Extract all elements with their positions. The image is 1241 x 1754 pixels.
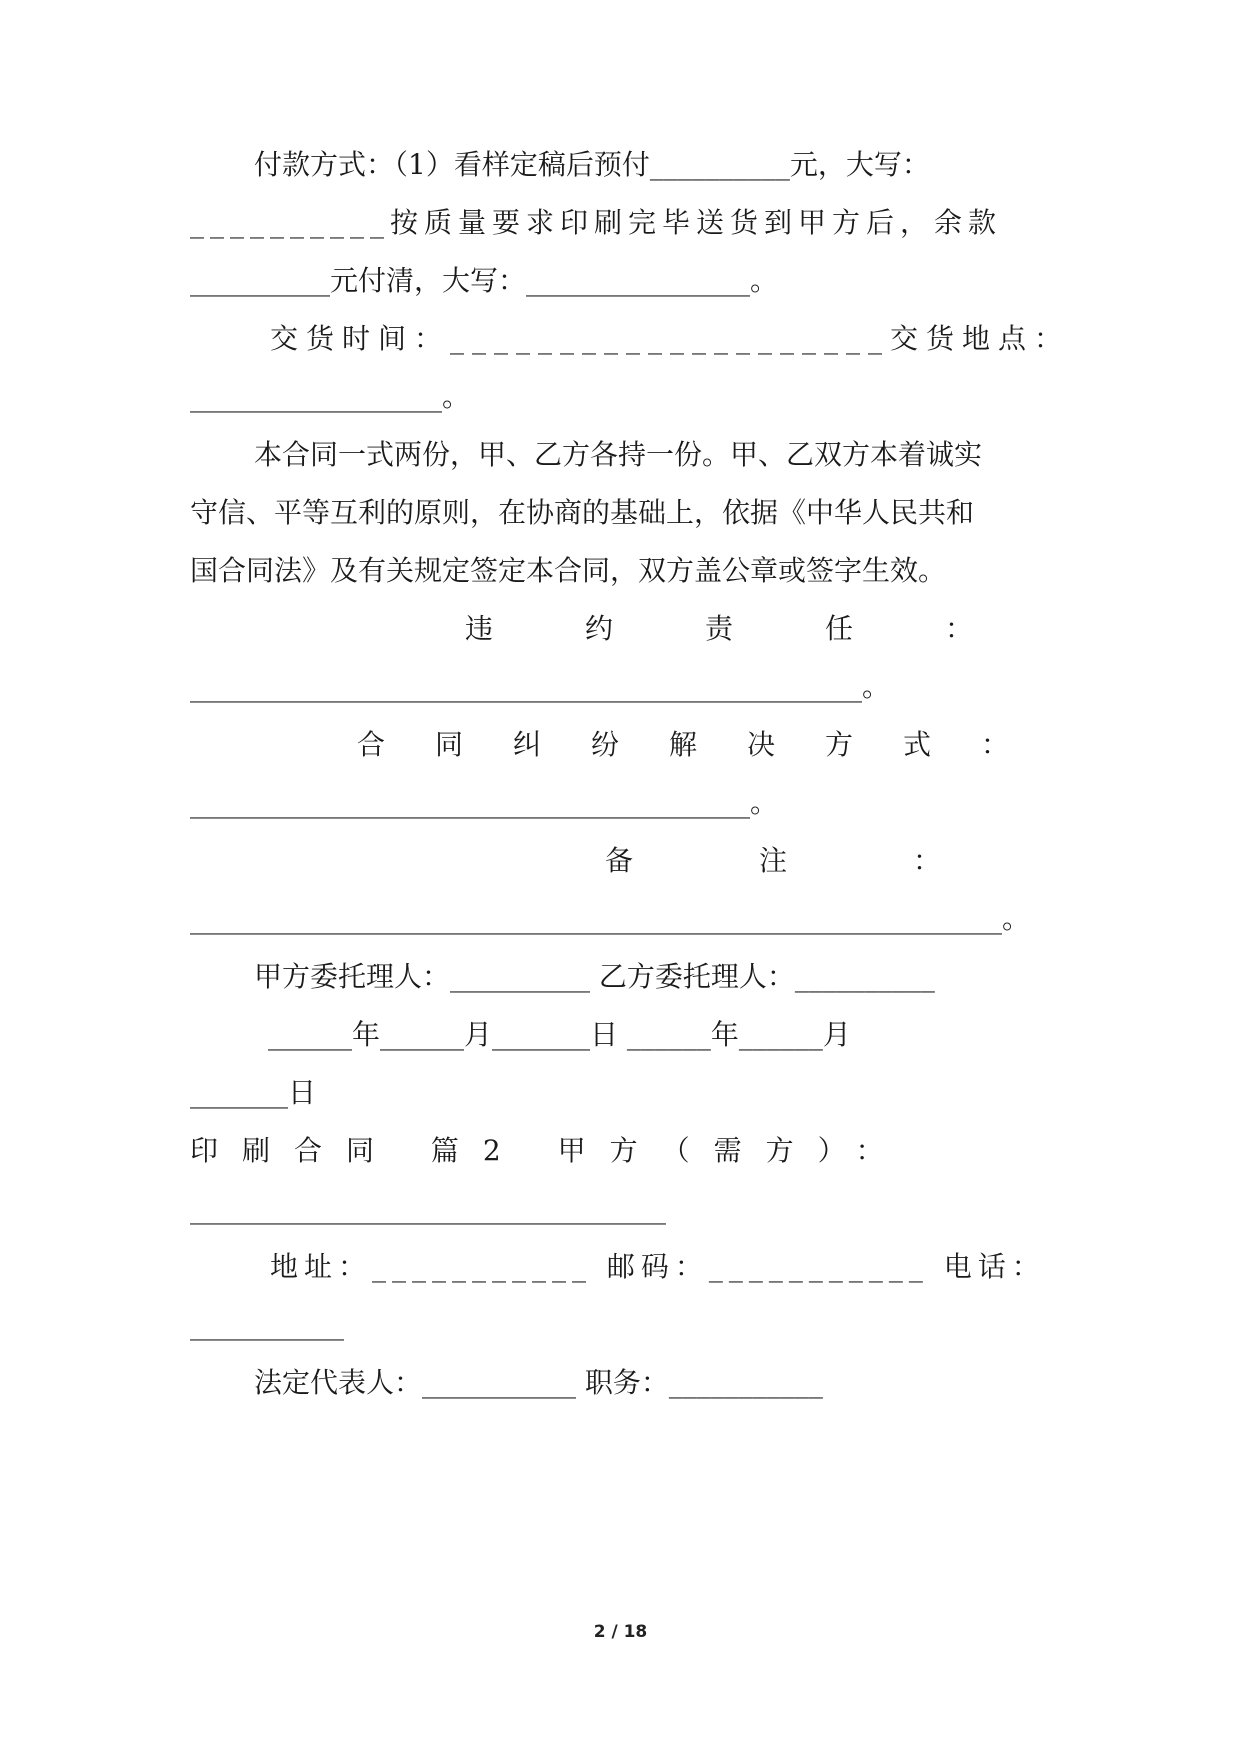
text-line: 违约责任：	[465, 612, 1066, 645]
text-line: 合同纠纷解决方式：	[357, 728, 1060, 761]
text-line: 交货时间：____________________交货地点：	[270, 322, 1071, 355]
text-line: __________________。	[190, 380, 471, 413]
text-line: 付款方式：（1）看样定稿后预付__________元，大写：	[254, 148, 930, 181]
page-number: 2 / 18	[593, 1622, 648, 1642]
text-line: ________________________________________________。	[190, 670, 891, 703]
text-line: ______年______月_______日 ______年______月	[268, 1018, 851, 1051]
text-line: 本合同一式两份，甲、乙方各持一份。甲、乙双方本着诚实	[254, 438, 983, 471]
text-line: 甲方委托理人：__________ 乙方委托理人：__________	[254, 960, 935, 993]
text-line: 地址：___________ 邮码：___________ 电话：	[270, 1250, 1046, 1283]
text-line: 备注：	[605, 844, 1068, 877]
text-line: 印刷合同 篇2 甲方（需方）：	[190, 1134, 908, 1167]
text-line: __________________________________________________________。	[190, 902, 1031, 935]
text-line: 国合同法》及有关规定签定本合同，双方盖公章或签字生效。	[190, 554, 947, 587]
text-line: __________________________________	[190, 1192, 666, 1225]
text-line: __________按质量要求印刷完毕送货到甲方后，余款	[190, 206, 1003, 239]
text-line: ________________________________________。	[190, 786, 779, 819]
text-line: 法定代表人：___________ 职务：___________	[254, 1366, 823, 1399]
text-line: __________元付清，大写：________________。	[190, 264, 779, 297]
text-line: ___________	[190, 1308, 344, 1341]
text-line: 守信、平等互利的原则，在协商的基础上，依据《中华人民共和	[190, 496, 975, 529]
text-line: _______日	[190, 1076, 317, 1109]
